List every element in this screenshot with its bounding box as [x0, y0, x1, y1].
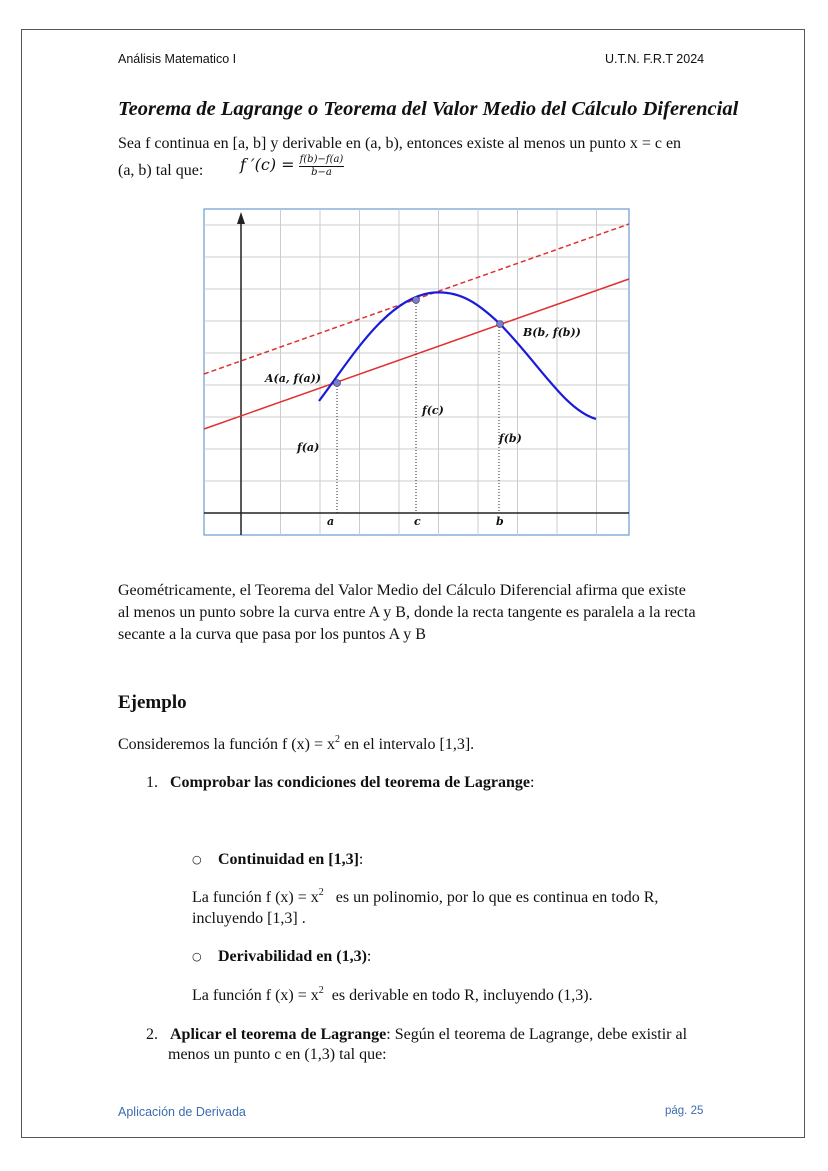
- label-point-b: B(b, f(b)): [523, 326, 581, 339]
- point-c: [413, 297, 420, 304]
- step-2-line-2: menos un punto c en (1,3) tal que:: [168, 1046, 387, 1063]
- intro-line-1: Sea f continua en [a, b] y derivable en (a, b), entonces existe al menos un punto x = c en: [118, 135, 682, 152]
- formula-numerator: f(b)−f(a): [299, 154, 344, 165]
- example-intro-text: Consideremos la función f (x) = x: [118, 736, 335, 753]
- label-a: a: [327, 515, 335, 528]
- continuity-line-2: incluyendo [1,3] .: [192, 910, 306, 927]
- continuity-title-text: Continuidad en [1,3]: [218, 851, 359, 868]
- label-point-a: A(a, f(a)): [265, 372, 321, 385]
- label-b: b: [496, 515, 504, 528]
- step-title: Aplicar el teorema de Lagrange: [170, 1026, 387, 1043]
- label-c: c: [414, 515, 421, 528]
- point-b: [497, 321, 504, 328]
- point-a: [334, 380, 341, 387]
- text: La función f (x) = x: [192, 889, 319, 906]
- continuity-title: [218, 850, 363, 870]
- geom-line-3: secante a la curva que pasa por los puntos A y B: [118, 626, 426, 643]
- derivability-title: [218, 947, 371, 967]
- geom-line-2: al menos un punto sobre la curva entre A y B, donde la recta tangente es paralela a la recta: [118, 604, 696, 621]
- geom-line-1: Geométricamente, el Teorema del Valor Medio del Cálculo Diferencial afirma que existe: [118, 582, 686, 599]
- step-number: 1.: [146, 774, 158, 791]
- colon: :: [366, 948, 372, 965]
- derivability-title-text: Derivabilidad en (1,3): [218, 948, 367, 965]
- text: La función f (x) = x: [192, 987, 319, 1004]
- step-title: Comprobar las condiciones del teorema de Lagrange: [170, 774, 530, 791]
- header-right: U.T.N. F.R.T 2024: [605, 52, 705, 66]
- label-fa: f(a): [297, 441, 320, 454]
- bullet-icon: ○: [192, 950, 202, 963]
- section-title: Teorema de Lagrange o Teorema del Valor Medio del Cálculo Diferencial: [118, 98, 739, 120]
- step-2: [146, 1025, 687, 1045]
- exponent: 2: [318, 887, 324, 898]
- text: : Según el teorema de Lagrange, debe existir al: [386, 1026, 688, 1043]
- colon: :: [529, 774, 535, 791]
- label-fc: f(c): [422, 404, 444, 417]
- exponent: 2: [334, 734, 340, 745]
- bullet-icon: ○: [192, 853, 202, 866]
- example-intro-text-2: en el intervalo [1,3].: [339, 736, 475, 753]
- colon: :: [358, 851, 364, 868]
- label-fb: f(b): [499, 432, 522, 445]
- continuity-line-1: [192, 888, 658, 908]
- mean-value-theorem-figure: [0, 0, 828, 560]
- page-number: pág. 25: [665, 1105, 704, 1117]
- text: es un polinomio, por lo que es continua en todo R,: [323, 889, 659, 906]
- derivability-line: [192, 986, 593, 1006]
- step-number: 2.: [146, 1026, 158, 1043]
- formula-denominator: b−a: [311, 167, 332, 178]
- example-heading: Ejemplo: [118, 692, 187, 713]
- formula-lhs: f ′(c) =: [240, 155, 295, 175]
- step-1: [146, 773, 534, 793]
- header-left: Análisis Matematico I: [118, 52, 237, 66]
- intro-line-2: (a, b) tal que:: [118, 162, 204, 179]
- example-intro: [118, 735, 474, 755]
- text: es derivable en todo R, incluyendo (1,3).: [323, 987, 593, 1004]
- footer-left: Aplicación de Derivada: [118, 1105, 246, 1119]
- exponent: 2: [318, 985, 324, 996]
